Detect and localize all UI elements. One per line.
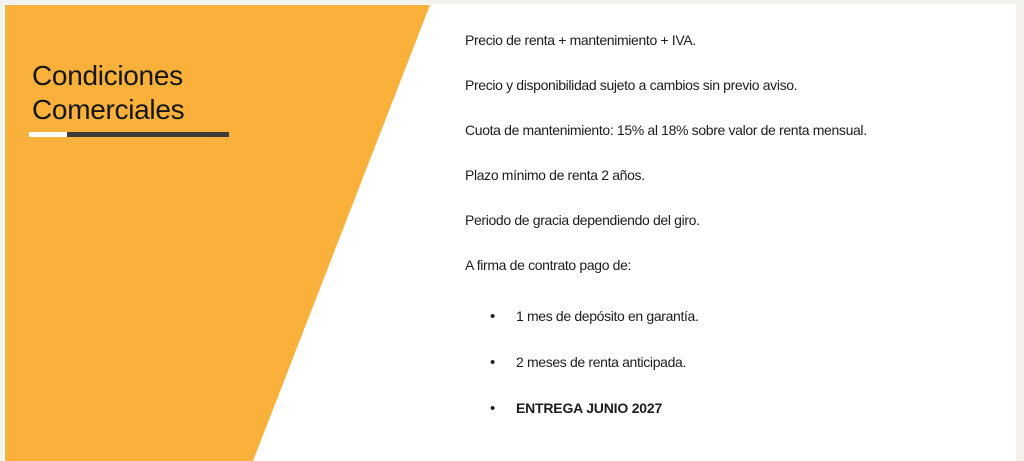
bullet-item — [465, 307, 985, 326]
bullet-item — [465, 353, 985, 372]
underline-dark-segment — [67, 132, 229, 137]
page-title: Condiciones Comerciales — [32, 60, 185, 125]
bullet-dot-icon: • — [490, 354, 495, 371]
condition-line: Cuota de mantenimiento: 15% al 18% sobre valor de renta mensual. — [465, 122, 867, 138]
condition-line: Precio de renta + mantenimiento + IVA. — [465, 32, 696, 48]
underline-light-segment — [29, 132, 67, 137]
bullet-dot-icon: • — [490, 400, 495, 417]
bullet-text-delivery-date: ENTREGA JUNIO 2027 — [516, 400, 663, 416]
bullet-dot-icon: • — [490, 308, 495, 325]
slide — [3, 4, 1016, 461]
condition-line: Periodo de gracia dependiendo del giro. — [465, 212, 700, 228]
condition-line: Precio y disponibilidad sujeto a cambios sin previo aviso. — [465, 77, 798, 93]
condition-line: Plazo mínimo de renta 2 años. — [465, 167, 645, 183]
conditions-list — [465, 31, 985, 445]
title-underline — [29, 132, 229, 137]
condition-line: A firma de contrato pago de: — [465, 257, 632, 273]
bullet-text: 2 meses de renta anticipada. — [516, 354, 686, 370]
bullet-text: 1 mes de depósito en garantía. — [516, 308, 699, 324]
title-block — [29, 59, 259, 137]
bullet-item — [465, 399, 985, 418]
